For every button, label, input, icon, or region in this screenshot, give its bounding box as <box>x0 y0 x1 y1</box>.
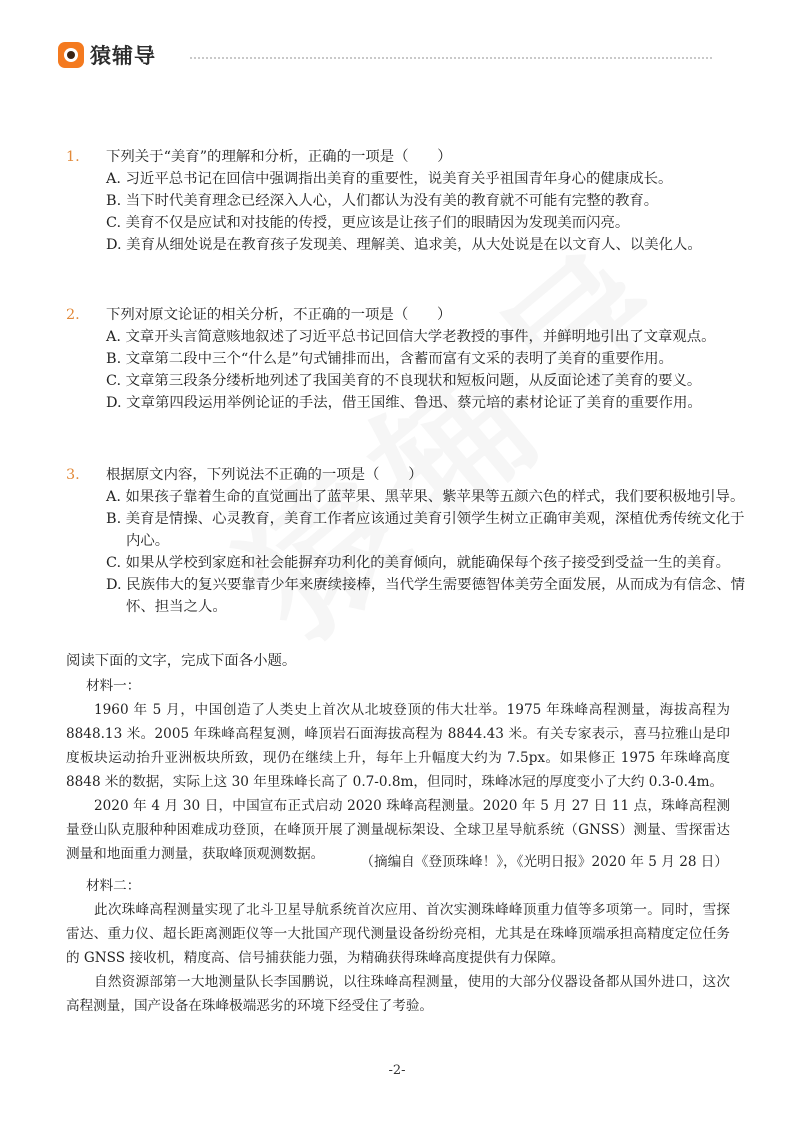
option-a: A. 如果孩子靠着生命的直觉画出了蓝苹果、黑苹果、紫苹果等五颜六色的样式，我们要积极地引导。 <box>106 489 745 505</box>
option-a: A. 习近平总书记在回信中强调指出美育的重要性，说美育关乎祖国青年身心的健康成长。 <box>106 171 673 187</box>
option-b: B. 美育是情操、心灵教育，美育工作者应该通过美育引领学生树立正确审美观，深植优秀传统文化于内心。 <box>106 511 745 549</box>
question-stem: 下列关于“美育”的理解和分析，正确的一项是（ ） <box>106 149 452 165</box>
material-1-paragraph-1: 1960 年 5 月，中国创造了人类史上首次从北坡登顶的伟大壮举。1975 年珠峰高程测量，海拔高程为 8848.13 米。2005 年珠峰高程复测，峰顶岩石面海拔高程为 8844.43 米。有关专家表示，喜马拉雅山是印度板块运动抬升亚洲板块所致，现仍在继续上升，每年上升幅度大约为 7.5px。如果修正 1975 年珠峰高度 8848 米的数据，实际上这 30 年里珠峰长高了 0.7-0.8m，但同时，珠峰冰冠的厚度变小了大约 0.3-0.4m。 <box>66 702 730 790</box>
question-number: 2. <box>66 307 80 323</box>
option-c: C. 如果从学校到家庭和社会能摒弃功利化的美育倾向，就能确保每个孩子接受到受益一生的美育。 <box>106 555 731 571</box>
option-b: B. 当下时代美育理念已经深入人心，人们都认为没有美的教育就不可能有完整的教育。 <box>106 193 659 209</box>
material-1-source: （摘编自《登顶珠峰！》，《光明日报》2020 年 5 月 28 日） <box>360 854 728 870</box>
material-2-paragraph-2: 自然资源部第一大地测量队长李国鹏说，以往珠峰高程测量，使用的大部分仪器设备都从国外进口，这次高程测量，国产设备在珠峰极端恶劣的环境下经受住了考验。 <box>66 974 730 1014</box>
material-2-paragraph-1: 此次珠峰高程测量实现了北斗卫星导航系统首次应用、首次实测珠峰峰顶重力值等多项第一。同时，雪探雷达、重力仪、超长距离测距仪等一大批国产现代测量设备纷纷亮相，尤其是在珠峰顶端承担高精度定位任务的 GNSS 接收机，精度高、信号捕获能力强，为精确获得珠峰高度提供有力保障。 <box>66 902 730 966</box>
reading-intro: 阅读下面的文字，完成下面各小题。 <box>66 653 297 669</box>
question-number: 1. <box>66 149 80 165</box>
option-c: C. 文章第三段条分缕析地列述了我国美育的不良现状和短板问题，从反面论述了美育的要义。 <box>106 373 702 389</box>
header-divider <box>190 57 712 59</box>
page-number: -2- <box>388 1063 406 1078</box>
question-stem: 下列对原文论证的相关分析，不正确的一项是（ ） <box>106 307 452 323</box>
option-b: B. 文章第二段中三个“什么是”句式铺排而出，含蓄而富有文采的表明了美育的重要作用。 <box>106 351 673 367</box>
question-stem: 根据原文内容，下列说法不正确的一项是（ ） <box>106 467 423 483</box>
option-d: D. 文章第四段运用举例论证的手法，借王国维、鲁迅、蔡元培的素材论证了美育的重要作用。 <box>106 395 702 411</box>
brand-logo <box>58 40 156 70</box>
monkey-logo-icon <box>58 42 84 68</box>
material-2-label: 材料二： <box>86 878 141 894</box>
page-header <box>58 40 748 74</box>
question-number: 3. <box>66 467 80 483</box>
option-d: D. 民族伟大的复兴要靠青少年来赓续接棒，当代学生需要德智体美劳全面发展，从而成为有信念、情怀、担当之人。 <box>106 577 745 615</box>
option-c: C. 美育不仅是应试和对技能的传授，更应该是让孩子们的眼睛因为发现美而闪亮。 <box>106 215 630 231</box>
brand-name: 猿辅导 <box>90 44 156 68</box>
material-1-label: 材料一： <box>86 678 141 694</box>
option-a: A. 文章开头言简意赅地叙述了习近平总书记回信大学老教授的事件，并鲜明地引出了文章观点。 <box>106 329 716 345</box>
material-1-paragraph-2: 2020 年 4 月 30 日，中国宣布正式启动 2020 珠峰高程测量。2020 年 5 月 27 日 11 点，珠峰高程测量登山队克服种种困难成功登顶，在峰顶开展了测量觇标架设、全球卫星导航系统（GNSS）测量、雪探雷达测量和地面重力测量，获取峰顶观测数据。 <box>66 798 730 862</box>
option-d: D. 美育从细处说是在教育孩子发现美、理解美、追求美，从大处说是在以文育人、以美化人。 <box>106 237 702 253</box>
